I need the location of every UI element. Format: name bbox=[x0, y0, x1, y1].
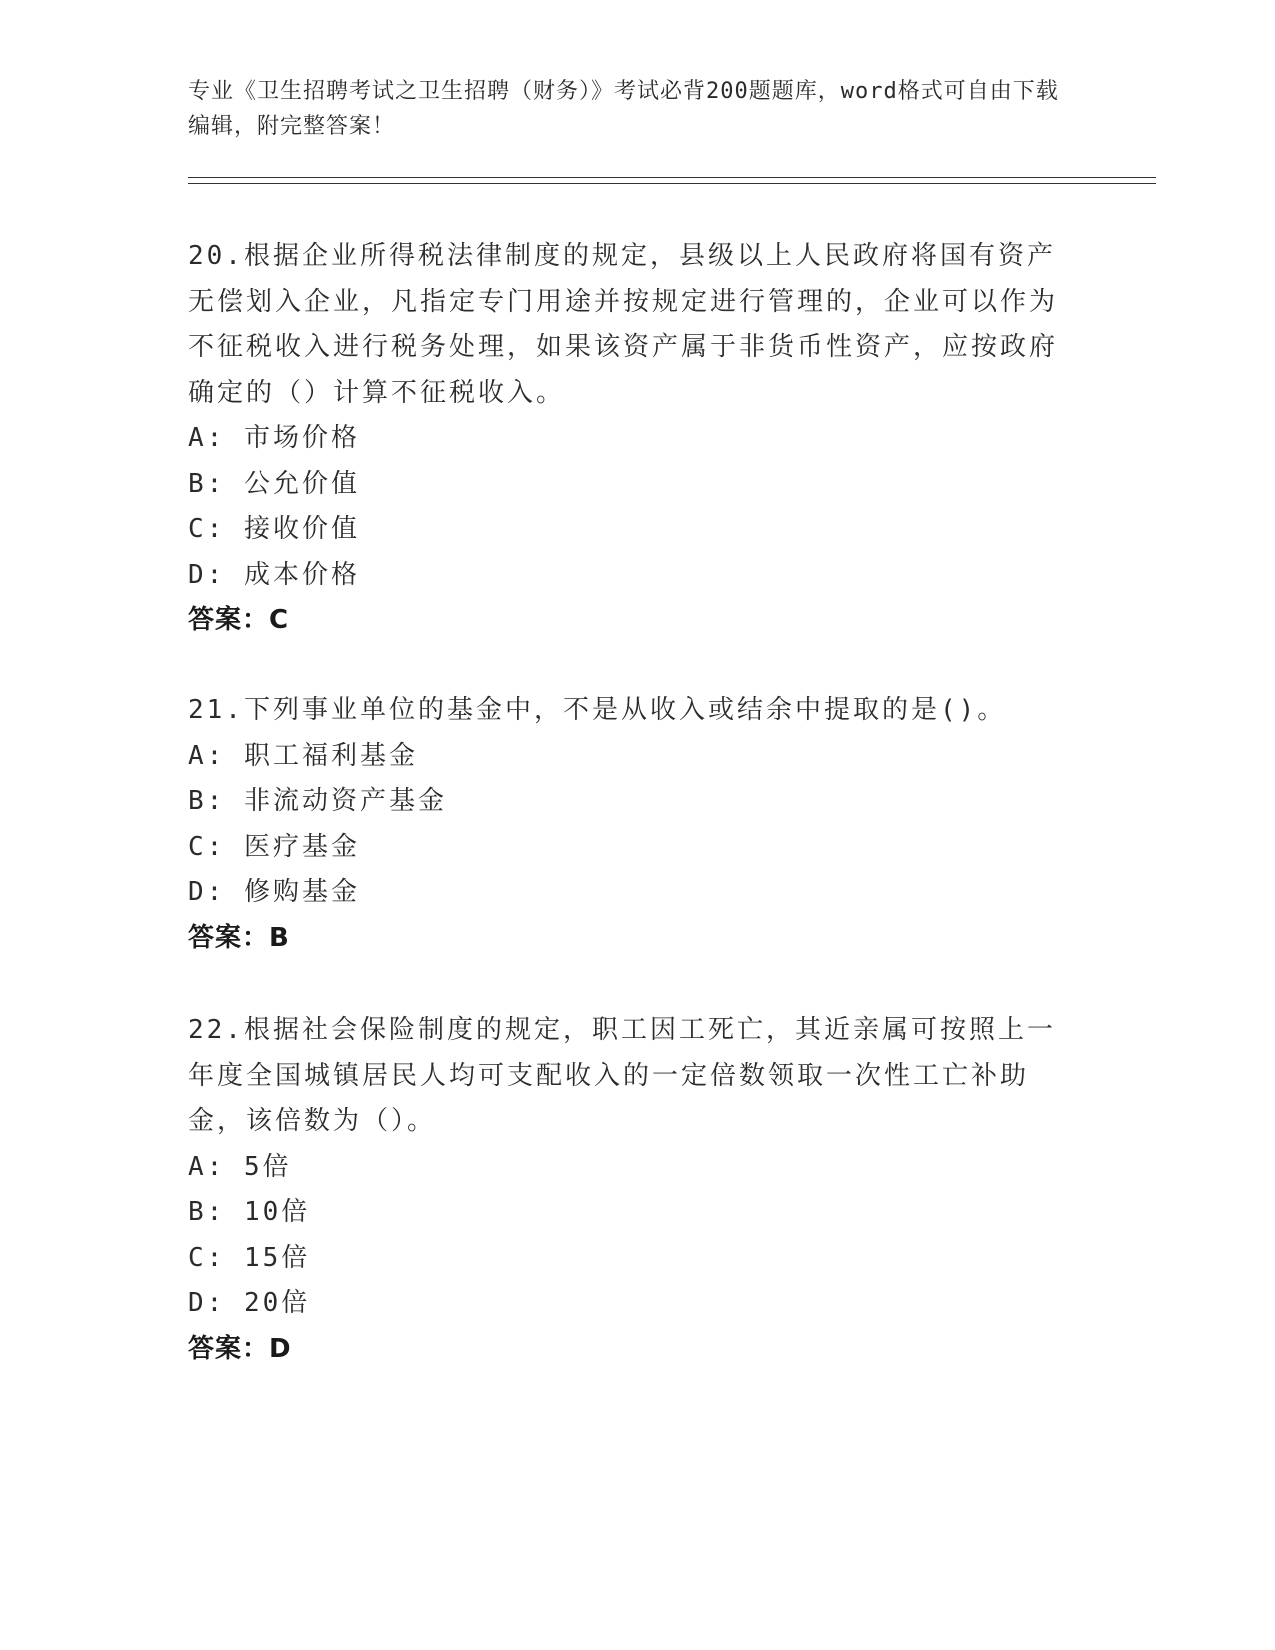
question-22 bbox=[188, 1008, 1078, 1372]
option-c: C: 15倍 bbox=[188, 1242, 311, 1273]
option-d: D: 修购基金 bbox=[188, 877, 360, 907]
option-d: D: 20倍 bbox=[188, 1288, 311, 1318]
question-stem: 21.下列事业单位的基金中，不是从收入或结余中提取的是()。 bbox=[188, 695, 1007, 725]
option-b: B: 公允价值 bbox=[188, 468, 360, 499]
option-b: B: 10倍 bbox=[188, 1197, 311, 1227]
option-a: A: 职工福利基金 bbox=[188, 740, 418, 771]
option-a: A: 市场价格 bbox=[188, 423, 360, 453]
answer-label: 答案：D bbox=[188, 1333, 292, 1364]
question-20 bbox=[188, 234, 1078, 644]
answer-label: 答案：C bbox=[188, 605, 290, 635]
header-divider-bottom bbox=[188, 183, 1156, 184]
question-stem: 22.根据社会保险制度的规定，职工因工死亡，其近亲属可按照上一年度全国城镇居民人均可支配收入的一定倍数领取一次性工亡补助金，该倍数为（）。 bbox=[188, 1015, 1056, 1136]
option-c: C: 接收价值 bbox=[188, 514, 360, 544]
option-b: B: 非流动资产基金 bbox=[188, 786, 447, 816]
header-divider-top bbox=[188, 177, 1156, 178]
answer-label: 答案：B bbox=[188, 922, 290, 953]
option-d: D: 成本价格 bbox=[188, 559, 360, 590]
option-a: A: 5倍 bbox=[188, 1151, 292, 1182]
question-stem: 20.根据企业所得税法律制度的规定，县级以上人民政府将国有资产无偿划入企业，凡指定专门用途并按规定进行管理的，企业可以作为不征税收入进行税务处理，如果该资产属于非货币性资产，应按政府确定的（）计算不征税收入。 bbox=[188, 241, 1059, 408]
question-21 bbox=[188, 688, 1078, 961]
option-c: C: 医疗基金 bbox=[188, 831, 360, 862]
document-header: 专业《卫生招聘考试之卫生招聘（财务）》考试必背200题题库，word格式可自由下载编辑，附完整答案！ bbox=[188, 79, 1059, 139]
